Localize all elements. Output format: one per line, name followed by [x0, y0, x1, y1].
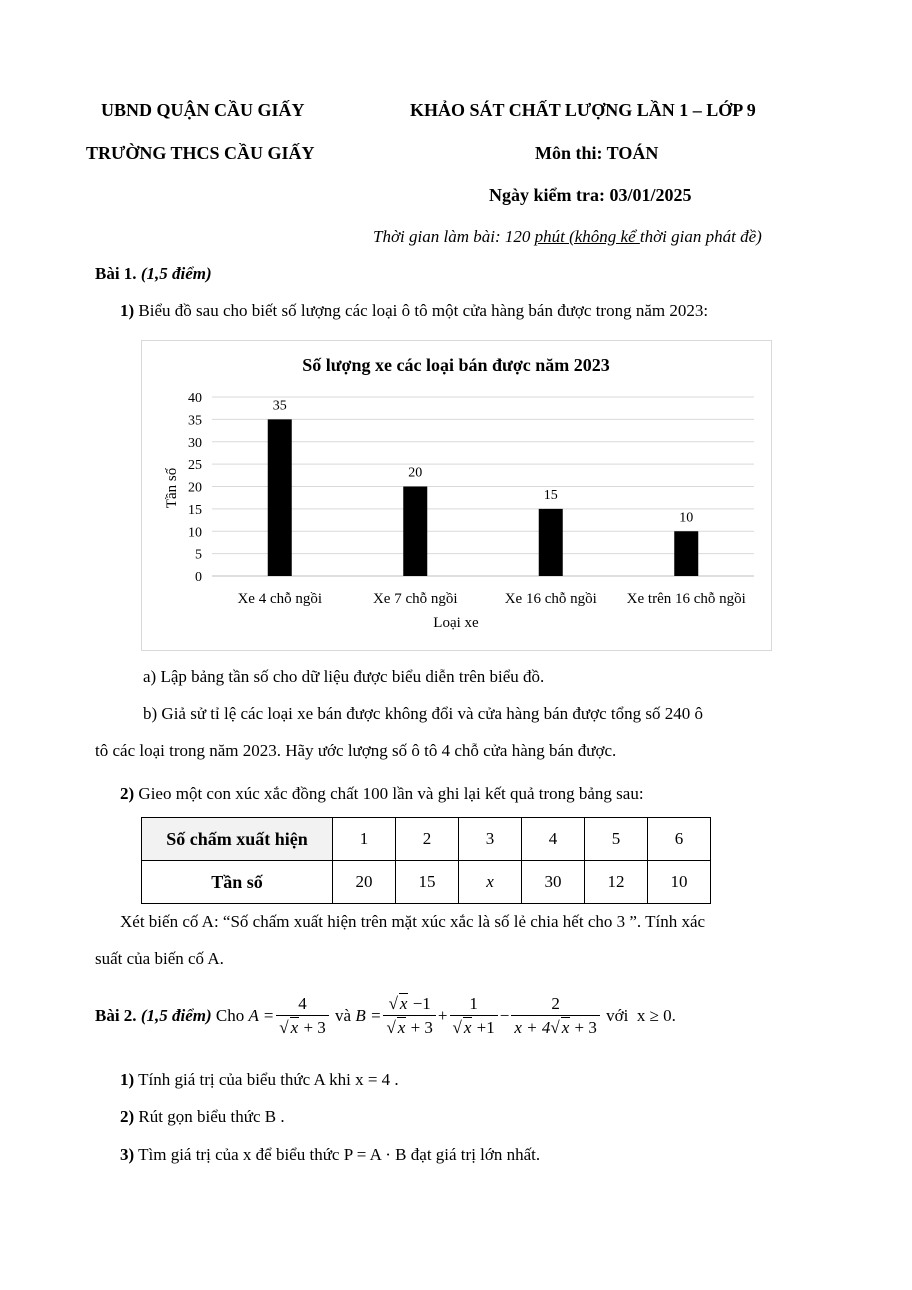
den-rest: +1	[472, 1017, 495, 1037]
bar	[403, 487, 427, 577]
school-name: TRƯỜNG THCS CẦU GIẤY	[86, 143, 315, 163]
bar	[674, 531, 698, 576]
den-rest: + 3	[406, 1018, 433, 1037]
table-header-cell: Số chấm xuất hiện	[142, 818, 333, 861]
bai1-q1	[120, 301, 708, 321]
time-allowed	[373, 227, 762, 247]
expr-B-lhs: B =	[355, 1005, 382, 1025]
y-tick-label: 40	[188, 391, 202, 406]
exam-date: Ngày kiểm tra: 03/01/2025	[489, 185, 692, 205]
bai1-title: Bài 1.	[95, 264, 137, 283]
bai2-q1-text: Tính giá trị của biểu thức A khi x = 4 .	[134, 1070, 399, 1089]
y-axis-label: Tần số	[164, 467, 180, 509]
bai1-part-a: a) Lập bảng tần số cho dữ liệu được biểu diễn trên biểu đồ.	[143, 667, 545, 686]
y-tick-label: 25	[188, 458, 202, 474]
bai1-q2-text: Gieo một con xúc xắc đồng chất 100 lần và ghi lại kết quả trong bảng sau:	[134, 784, 644, 803]
sqrt-x: x	[290, 1017, 299, 1037]
condition: với x ≥ 0.	[601, 1005, 676, 1025]
bai2-statement	[95, 993, 676, 1038]
table-cell: 30	[522, 861, 585, 904]
y-tick-label: 35	[188, 413, 202, 429]
x-tick-label: Xe trên 16 chỗ ngồi	[626, 591, 746, 607]
y-tick-label: 20	[188, 480, 202, 496]
x-tick-label: Xe 7 chỗ ngồi	[372, 591, 458, 607]
bai1-points: (1,5 điểm)	[140, 264, 212, 283]
table-cell: 10	[648, 861, 711, 904]
fraction-B1-denominator: √ x + 3	[386, 1018, 433, 1037]
y-tick-label: 10	[188, 525, 202, 541]
table-cell: x	[459, 861, 522, 904]
bai1-q2-label: 2)	[120, 784, 135, 803]
x-tick-label: Xe 4 chỗ ngồi	[237, 591, 323, 607]
y-tick-label: 15	[188, 502, 202, 518]
fraction-A-denominator: √ x + 3	[279, 1017, 326, 1037]
table-row	[142, 861, 711, 904]
bai2-q1	[120, 1070, 399, 1090]
y-tick-label: 5	[195, 547, 202, 563]
bai2-q1-label: 1)	[120, 1070, 135, 1089]
fraction-A	[276, 994, 328, 1038]
x-axis-label: Loại xe	[433, 615, 479, 631]
table-cell: 15	[396, 861, 459, 904]
bai2-q3	[120, 1145, 540, 1165]
bai2-title: Bài 2.	[95, 1005, 137, 1025]
den-rest: + 3	[299, 1017, 326, 1037]
time-part-1: Thời gian làm bài: 120	[373, 227, 535, 246]
bai1-q1-label: 1)	[120, 301, 135, 320]
fraction-B3-numerator: 2	[511, 994, 600, 1016]
bar	[539, 509, 563, 576]
bar-chart-svg	[142, 341, 771, 650]
fraction-B3	[511, 994, 600, 1038]
data-label: 15	[543, 487, 558, 503]
table-cell: 1	[333, 818, 396, 861]
fraction-B1-numerator: √ x −1	[383, 993, 435, 1016]
chart-title: Số lượng xe các loại bán được năm 2023	[302, 355, 610, 375]
table-cell: 3	[459, 818, 522, 861]
bai2-q3-text: Tìm giá trị của x để biểu thức P = A · B đạt giá trị lớn nhất.	[134, 1145, 541, 1164]
table-cell: 4	[522, 818, 585, 861]
expr-A-lhs: A =	[248, 1005, 275, 1025]
fraction-B3-denominator: x + 4√ x + 3	[514, 1017, 597, 1037]
table-row	[142, 818, 711, 861]
fraction-B2-numerator: 1	[450, 994, 498, 1016]
dice-frequency-table	[141, 817, 711, 904]
time-part-3: thời gian phát đề)	[639, 227, 762, 246]
bai1-part-b-line1: b) Giả sử tỉ lệ các loại xe bán được không đổi và cửa hàng bán được tổng số 240 ô	[143, 704, 703, 723]
den-pre: x + 4	[514, 1017, 551, 1037]
table-cell: 20	[333, 861, 396, 904]
bai1-q2	[120, 784, 644, 804]
bar-chart	[141, 340, 772, 651]
fraction-A-numerator: 4	[276, 994, 328, 1016]
fraction-B2-denominator: √ x +1	[452, 1017, 495, 1037]
event-line-1: Xét biến cố A: “Số chấm xuất hiện trên mặt xúc xắc là số lẻ chia hết cho 3 ”. Tính xác	[120, 912, 706, 931]
table-cell: 6	[648, 818, 711, 861]
bai1-q1-text: Biểu đồ sau cho biết số lượng các loại ô tô một cửa hàng bán được trong năm 2023:	[134, 301, 709, 320]
event-line-2: suất của biến cố A.	[95, 949, 224, 968]
num-rest: −1	[408, 994, 431, 1013]
sqrt-x: x	[397, 1018, 406, 1037]
minus-sign: −	[499, 1005, 510, 1025]
bai2-cho: Cho	[211, 1005, 249, 1025]
bai2-q2-label: 2)	[120, 1107, 135, 1126]
table-cell: 12	[585, 861, 648, 904]
den-rest: + 3	[570, 1017, 597, 1037]
sqrt-x: x	[463, 1017, 472, 1037]
data-label: 35	[272, 398, 287, 414]
bar	[268, 419, 292, 576]
table-cell: 5	[585, 818, 648, 861]
data-label: 10	[679, 510, 694, 526]
fraction-B1	[383, 993, 435, 1038]
table-header-cell: Tần số	[142, 861, 333, 904]
bai2-q3-label: 3)	[120, 1145, 135, 1164]
bai2-points: (1,5 điểm)	[140, 1005, 212, 1025]
bai1-part-b-line2: tô các loại trong năm 2023. Hãy ước lượng số ô tô 4 chỗ cửa hàng bán được.	[95, 741, 617, 760]
table-cell: 2	[396, 818, 459, 861]
bai1-heading	[95, 264, 212, 284]
data-label: 20	[408, 465, 423, 481]
plus-sign: +	[437, 1005, 448, 1025]
bai2-q2-text: Rút gọn biểu thức B .	[134, 1107, 285, 1126]
exam-title: KHẢO SÁT CHẤT LƯỢNG LẦN 1 – LỚP 9	[410, 100, 756, 120]
subject: Môn thi: TOÁN	[535, 143, 659, 163]
school-district: UBND QUẬN CẦU GIẤY	[101, 100, 305, 120]
bai2-q2	[120, 1107, 285, 1127]
x-tick-label: Xe 16 chỗ ngồi	[504, 591, 597, 607]
fraction-B2	[450, 994, 498, 1038]
sqrt-x: x	[399, 994, 408, 1013]
sqrt-x: x	[561, 1017, 570, 1037]
y-tick-label: 0	[195, 570, 202, 585]
time-part-2: phút (không kể	[534, 227, 640, 246]
y-tick-label: 30	[188, 435, 202, 451]
bai2-va: và	[330, 1005, 356, 1025]
